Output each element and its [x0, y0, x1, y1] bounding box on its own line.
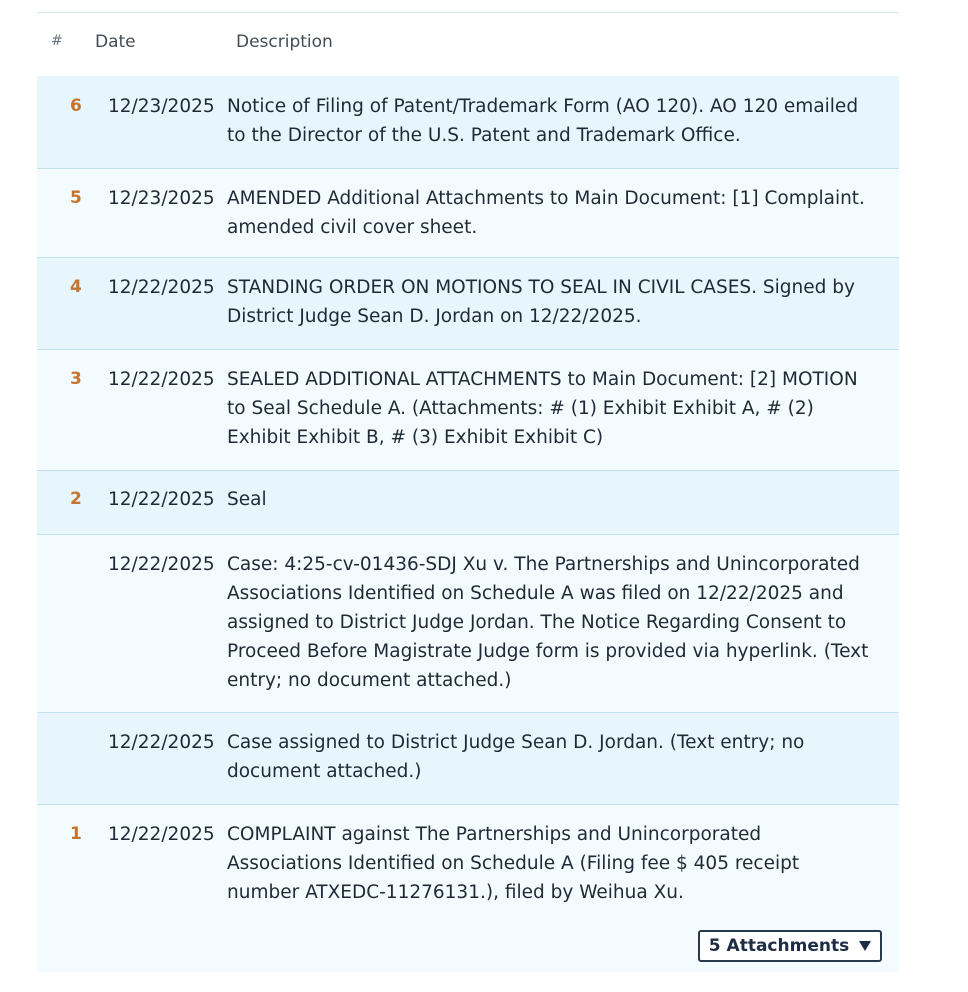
entry-number[interactable]: 4: [70, 277, 82, 297]
entry-description: Case assigned to District Judge Sean D. Jordan. (Text entry; no document attached.): [227, 732, 805, 782]
entry-date: 12/22/2025: [108, 369, 215, 390]
table-row: [37, 471, 899, 535]
table-header: [37, 13, 899, 77]
entry-number[interactable]: 5: [70, 188, 82, 208]
entry-number[interactable]: 6: [70, 96, 82, 116]
header-date: Date: [95, 32, 136, 52]
caret-down-icon: [859, 941, 871, 951]
table-row: [37, 76, 899, 169]
entry-description: Case: 4:25-cv-01436-SDJ Xu v. The Partnerships and Unincorporated Associations Identified on Schedule A was filed on 12/22/2025 and assigned to District Judge Jordan. The Notice Regarding Consent to Proceed Before Magistrate Judge form is provided via hyperlink. (Text entry; no document attached.): [227, 554, 869, 691]
attachments-button-label: 5 Attachments: [708, 936, 850, 956]
entry-date: 12/22/2025: [108, 824, 215, 845]
header-description: Description: [236, 32, 333, 52]
table-row: [37, 169, 899, 258]
table-row: [37, 350, 899, 471]
table-row: [37, 713, 899, 805]
entry-date: 12/22/2025: [108, 554, 215, 575]
entry-description: STANDING ORDER ON MOTIONS TO SEAL IN CIVIL CASES. Signed by District Judge Sean D. Jordan on 12/22/2025.: [227, 277, 855, 327]
docket-table: [37, 12, 899, 973]
entry-number[interactable]: 1: [70, 824, 82, 844]
entry-date: 12/22/2025: [108, 489, 215, 510]
entry-number[interactable]: 2: [70, 489, 82, 509]
entry-number[interactable]: 3: [70, 369, 82, 389]
entry-date: 12/23/2025: [108, 96, 215, 117]
entry-description: Seal: [227, 489, 267, 510]
docket-rows: [37, 76, 899, 972]
entry-date: 12/22/2025: [108, 732, 215, 753]
attachments-button[interactable]: [698, 930, 882, 962]
entry-description: Notice of Filing of Patent/Trademark Form (AO 120). AO 120 emailed to the Director of the U.S. Patent and Trademark Office.: [227, 96, 859, 146]
header-number: #: [51, 33, 63, 49]
entry-description: SEALED ADDITIONAL ATTACHMENTS to Main Document: [2] MOTION to Seal Schedule A. (Attachments: # (1) Exhibit Exhibit A, # (2) Exhibit Exhibit B, # (3) Exhibit Exhibit C): [227, 369, 858, 448]
table-row: [37, 535, 899, 713]
entry-date: 12/22/2025: [108, 277, 215, 298]
table-row: [37, 258, 899, 350]
entry-description: AMENDED Additional Attachments to Main Document: [1] Complaint. amended civil cover sheet.: [227, 188, 865, 238]
entry-date: 12/23/2025: [108, 188, 215, 209]
entry-description: COMPLAINT against The Partnerships and Unincorporated Associations Identified on Schedule A (Filing fee $ 405 receipt number ATXEDC-11276131.), filed by Weihua Xu.: [227, 824, 800, 903]
